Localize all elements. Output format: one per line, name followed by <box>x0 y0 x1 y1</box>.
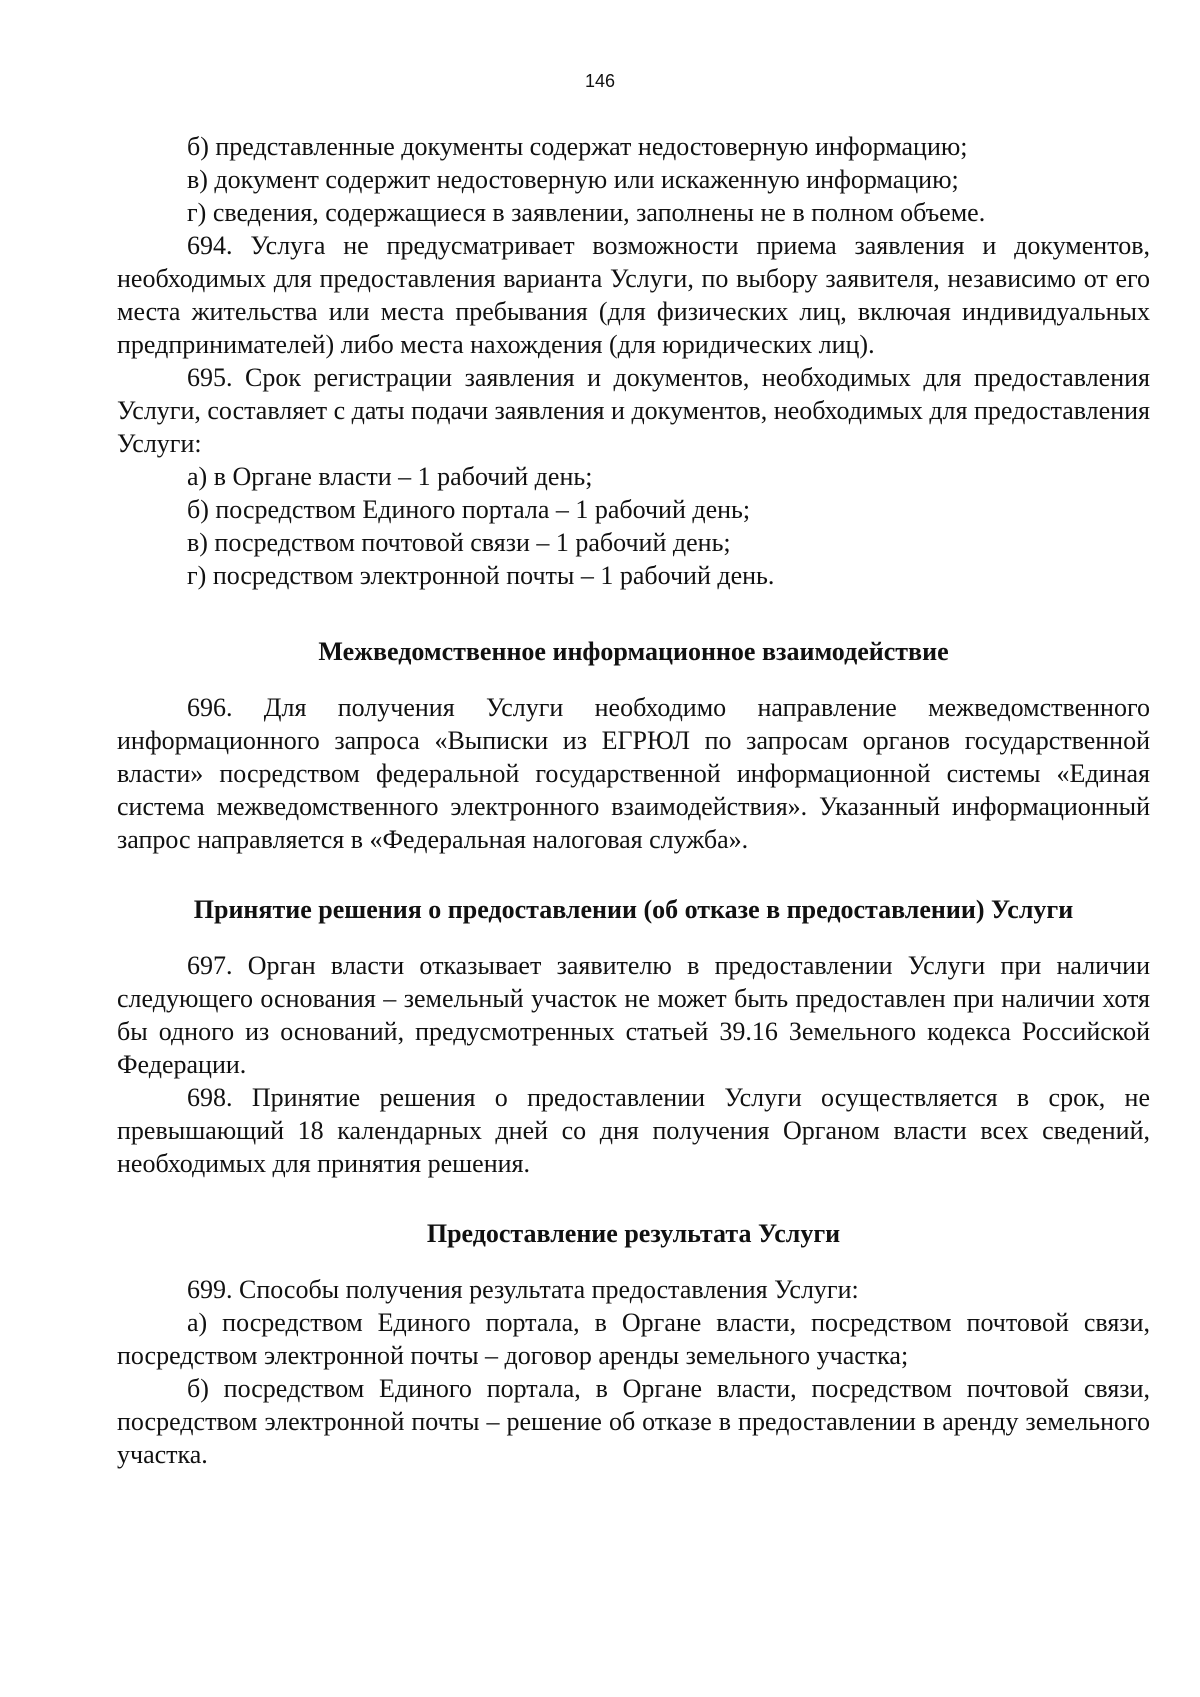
paragraph-698: 698. Принятие решения о предоставлении Услуги осуществляется в срок, не превышающий 18 календарных дней со дня получения Органом власти всех сведений, необходимых для принятия решения. <box>117 1083 1150 1178</box>
paragraph-699: 699. Способы получения результата предоставления Услуги: <box>187 1275 859 1304</box>
list-item: в) документ содержит недостоверную или искаженную информацию; <box>187 165 959 194</box>
paragraph-697: 697. Орган власти отказывает заявителю в предоставлении Услуги при наличии следующего основания – земельный участок не может быть предоставлен при наличии хотя бы одного из оснований, предусмотренных статьей 39.16 Земельного кодекса Российской Федерации. <box>117 951 1150 1079</box>
page-number: 146 <box>584 71 616 91</box>
section-heading-result: Предоставление результата Услуги <box>426 1219 841 1248</box>
paragraph-695: 695. Срок регистрации заявления и документов, необходимых для предоставления Услуги, составляет с даты подачи заявления и документов, необходимых для предоставления Услуги: <box>117 363 1150 458</box>
section-heading-interagency: Межведомственное информационное взаимодействие <box>318 637 949 666</box>
list-item: а) посредством Единого портала, в Органе власти, посредством почтовой связи, посредством электронной почты – договор аренды земельного участка; <box>117 1308 1150 1370</box>
list-item: в) посредством почтовой связи – 1 рабочий день; <box>187 528 731 557</box>
list-item: а) в Органе власти – 1 рабочий день; <box>187 462 593 491</box>
list-item: б) посредством Единого портала, в Органе власти, посредством почтовой связи, посредством электронной почты – решение об отказе в предоставлении в аренду земельного участка. <box>117 1374 1150 1469</box>
document-body <box>117 130 1150 1471</box>
list-item: г) посредством электронной почты – 1 рабочий день. <box>187 561 775 590</box>
paragraph-694: 694. Услуга не предусматривает возможности приема заявления и документов, необходимых для предоставления варианта Услуги, по выбору заявителя, независимо от его места жительства или места пребывания (для физических лиц, включая индивидуальных предпринимателей) либо места нахождения (для юридических лиц). <box>117 231 1150 359</box>
section-heading-decision: Принятие решения о предоставлении (об отказе в предоставлении) Услуги <box>193 895 1074 924</box>
list-item: б) посредством Единого портала – 1 рабочий день; <box>187 495 751 524</box>
list-item: г) сведения, содержащиеся в заявлении, заполнены не в полном объеме. <box>187 198 986 227</box>
list-item: б) представленные документы содержат недостоверную информацию; <box>187 132 968 161</box>
paragraph-696: 696. Для получения Услуги необходимо направление межведомственного информационного запроса «Выписки из ЕГРЮЛ по запросам органов государственной власти» посредством федеральной государственной информационной системы «Единая система межведомственного электронного взаимодействия». Указанный информационный запрос направляется в «Федеральная налоговая служба». <box>117 693 1150 854</box>
